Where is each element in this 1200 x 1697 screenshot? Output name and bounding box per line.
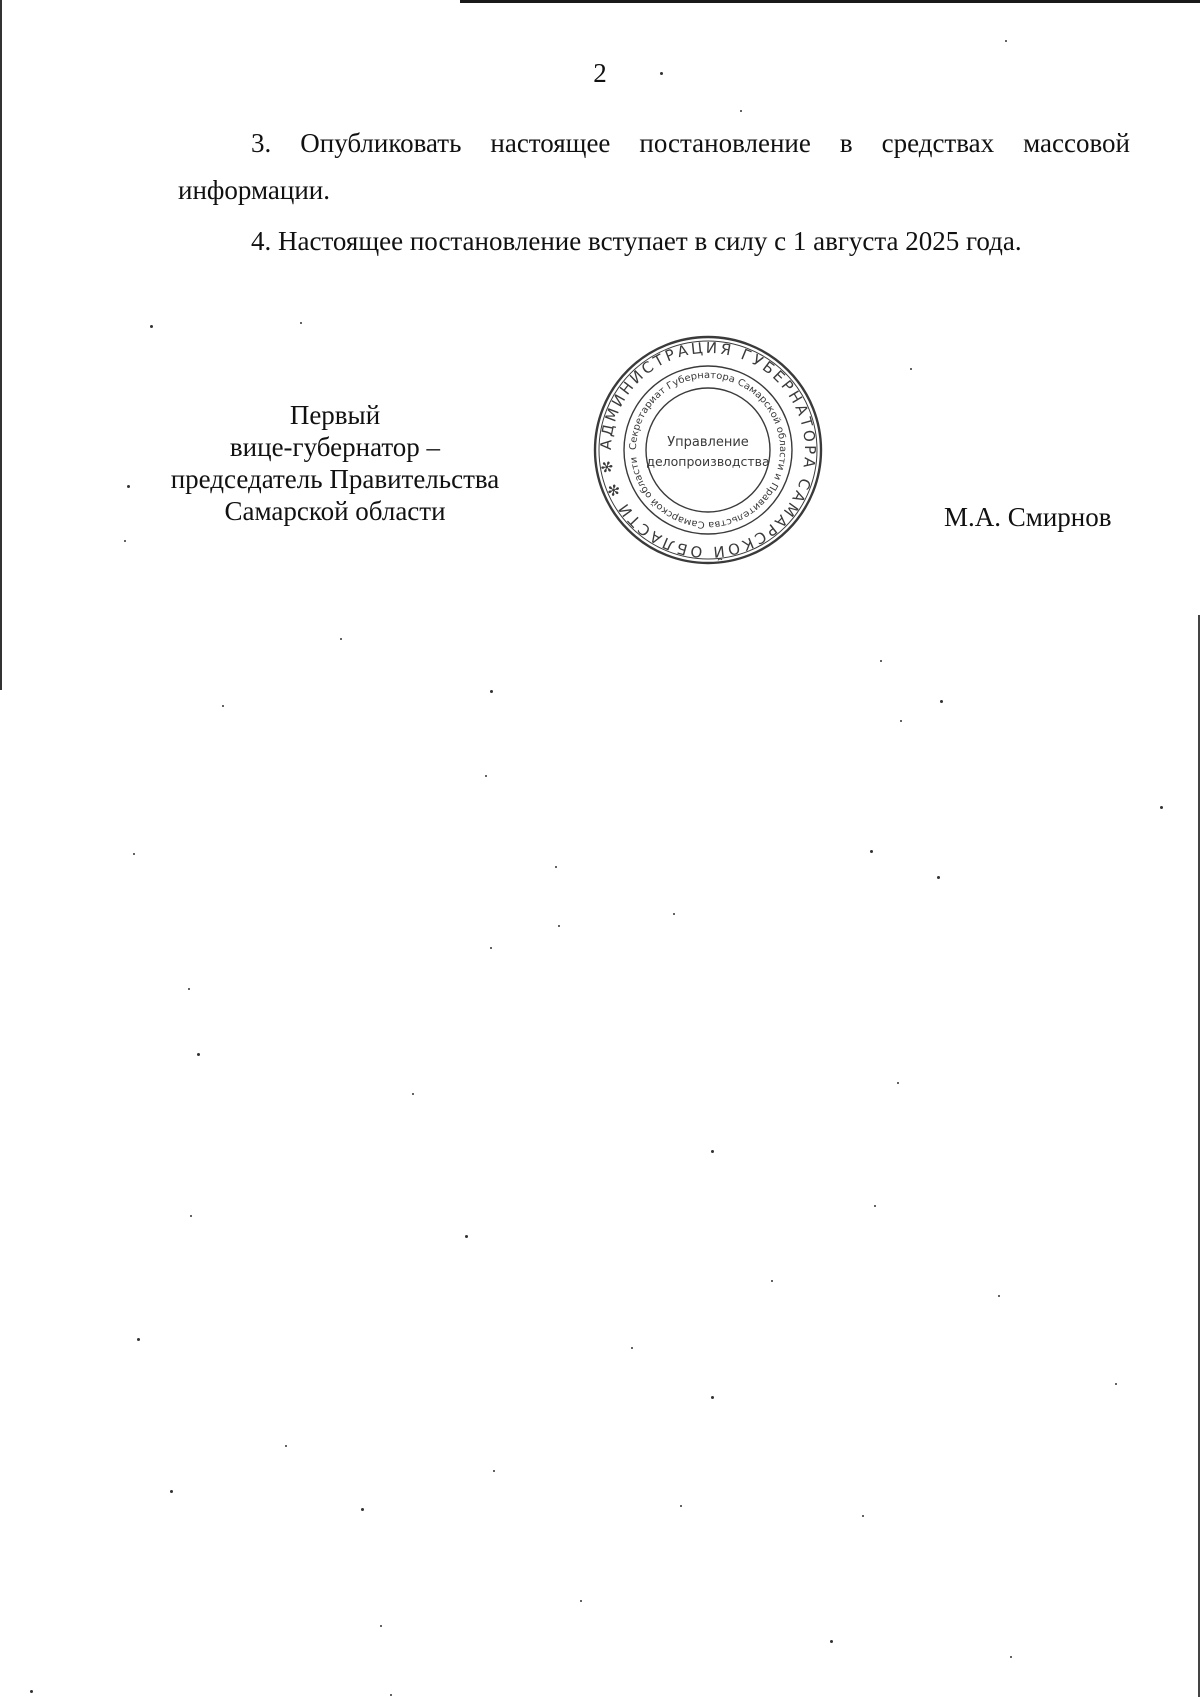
scan-speck: [555, 866, 557, 868]
scan-speck: [493, 1470, 495, 1472]
scan-speck: [390, 1694, 392, 1696]
scan-speck: [197, 1053, 200, 1056]
scan-speck: [897, 1082, 899, 1084]
signatory-title-line: вице-губернатор –: [229, 432, 441, 462]
scan-speck: [150, 325, 153, 328]
page-number: 2: [593, 58, 607, 88]
scan-speck: [361, 1508, 364, 1511]
scan-speck: [170, 1490, 173, 1493]
scan-speck: [660, 72, 663, 75]
paragraph-3: 3. Опубликовать настоящее постановление в средствах массовой информации.: [178, 128, 1130, 205]
scan-speck: [740, 110, 742, 112]
scan-speck: [680, 1505, 682, 1507]
scan-speck: [940, 700, 943, 703]
scan-speck: [711, 1150, 714, 1153]
scan-speck: [771, 1280, 773, 1282]
scan-speck: [124, 540, 126, 542]
scan-speck: [1115, 1383, 1117, 1385]
left-border-line: [0, 0, 2, 690]
scan-speck: [285, 1445, 287, 1447]
scan-speck: [880, 660, 882, 662]
scan-speck: [490, 690, 493, 693]
scan-speck: [900, 720, 902, 722]
signatory-title-line: председатель Правительства: [170, 464, 500, 494]
scan-speck: [1160, 806, 1163, 809]
scan-speck: [998, 1295, 1000, 1297]
scan-speck: [874, 1205, 876, 1207]
scan-speck: [862, 1515, 864, 1517]
signatory-title: [140, 399, 530, 527]
scan-speck: [190, 1215, 192, 1217]
signatory-title-line: Самарской области: [224, 496, 446, 526]
scan-speck: [558, 925, 560, 927]
scan-speck: [380, 1625, 382, 1627]
scan-speck: [870, 850, 873, 853]
scan-speck: [465, 1235, 468, 1238]
scan-speck: [1010, 1656, 1012, 1658]
scan-speck: [1005, 40, 1007, 42]
scan-speck: [30, 1690, 33, 1693]
seal-center-line-1: Управление: [667, 435, 749, 450]
scan-speck: [127, 485, 130, 488]
scan-speck: [830, 1640, 833, 1643]
scan-speck: [188, 988, 190, 990]
signatory-title-line: Первый: [289, 400, 381, 430]
top-border-line: [460, 0, 1200, 3]
official-seal-stamp: [592, 334, 824, 566]
scan-speck: [910, 368, 912, 370]
paragraph-4: 4. Настоящее постановление вступает в силу с 1 августа 2025 года.: [251, 226, 1022, 256]
scan-speck: [412, 1093, 414, 1095]
seal-middle-ring: [624, 366, 792, 534]
seal-center-line-2: делопроизводства: [646, 454, 770, 469]
seal-inner-ring: [646, 388, 770, 512]
signatory-name: М.А. Смирнов: [944, 502, 1112, 532]
scan-speck: [222, 705, 224, 707]
scan-speck: [485, 775, 487, 777]
scan-speck: [133, 853, 135, 855]
scan-speck: [340, 638, 342, 640]
scan-speck: [137, 1338, 140, 1341]
seal-inner-ring-text: Секретариат Губернатора Самарской области и Правительства Самарской области: [627, 369, 789, 531]
scan-speck: [300, 322, 302, 324]
scan-speck: [711, 1396, 714, 1399]
scan-speck: [631, 1347, 633, 1349]
scan-speck: [490, 947, 492, 949]
seal-outer-text: АДМИНИСТРАЦИЯ ГУБЕРНАТОРА САМАРСКОЙ ОБЛАСТИ ✻ ✻: [596, 338, 820, 562]
scan-speck: [580, 1600, 582, 1602]
scan-speck: [673, 913, 675, 915]
scan-speck: [937, 876, 940, 879]
